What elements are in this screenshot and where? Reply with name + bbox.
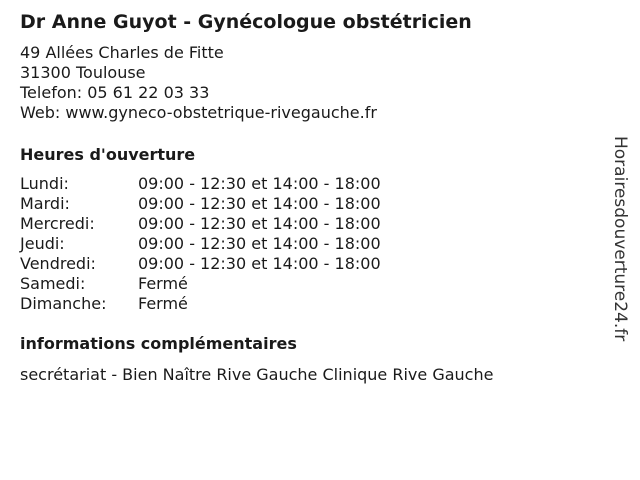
site-watermark: Horairesdouverture24.fr (610, 136, 630, 342)
business-title: Dr Anne Guyot - Gynécologue obstétricien (20, 11, 472, 33)
day-label: Mercredi: (20, 214, 95, 233)
day-hours: Fermé (138, 274, 188, 293)
day-hours: Fermé (138, 294, 188, 313)
hours-row-saturday (20, 274, 381, 294)
address-line-city: 31300 Toulouse (20, 63, 146, 82)
hours-heading: Heures d'ouverture (20, 145, 196, 164)
web-line: Web: www.gyneco-obstetrique-rivegauche.fr (20, 103, 377, 122)
hours-row-friday (20, 254, 381, 274)
contact-block (20, 43, 377, 123)
info-text: secrétariat - Bien Naître Rive Gauche Clinique Rive Gauche (20, 365, 494, 384)
day-hours: 09:00 - 12:30 et 14:00 - 18:00 (138, 214, 381, 233)
day-hours: 09:00 - 12:30 et 14:00 - 18:00 (138, 234, 381, 253)
day-hours: 09:00 - 12:30 et 14:00 - 18:00 (138, 194, 381, 213)
hours-row-tuesday (20, 194, 381, 214)
day-label: Samedi: (20, 274, 86, 293)
day-label: Lundi: (20, 174, 69, 193)
hours-row-thursday (20, 234, 381, 254)
hours-row-wednesday (20, 214, 381, 234)
day-hours: 09:00 - 12:30 et 14:00 - 18:00 (138, 174, 381, 193)
day-label: Mardi: (20, 194, 70, 213)
hours-table (20, 174, 381, 314)
day-label: Dimanche: (20, 294, 107, 313)
address-line-street: 49 Allées Charles de Fitte (20, 43, 224, 62)
hours-row-monday (20, 174, 381, 194)
phone-line: Telefon: 05 61 22 03 33 (20, 83, 210, 102)
day-hours: 09:00 - 12:30 et 14:00 - 18:00 (138, 254, 381, 273)
day-label: Vendredi: (20, 254, 96, 273)
info-heading: informations complémentaires (20, 334, 297, 353)
hours-row-sunday (20, 294, 381, 314)
day-label: Jeudi: (20, 234, 65, 253)
